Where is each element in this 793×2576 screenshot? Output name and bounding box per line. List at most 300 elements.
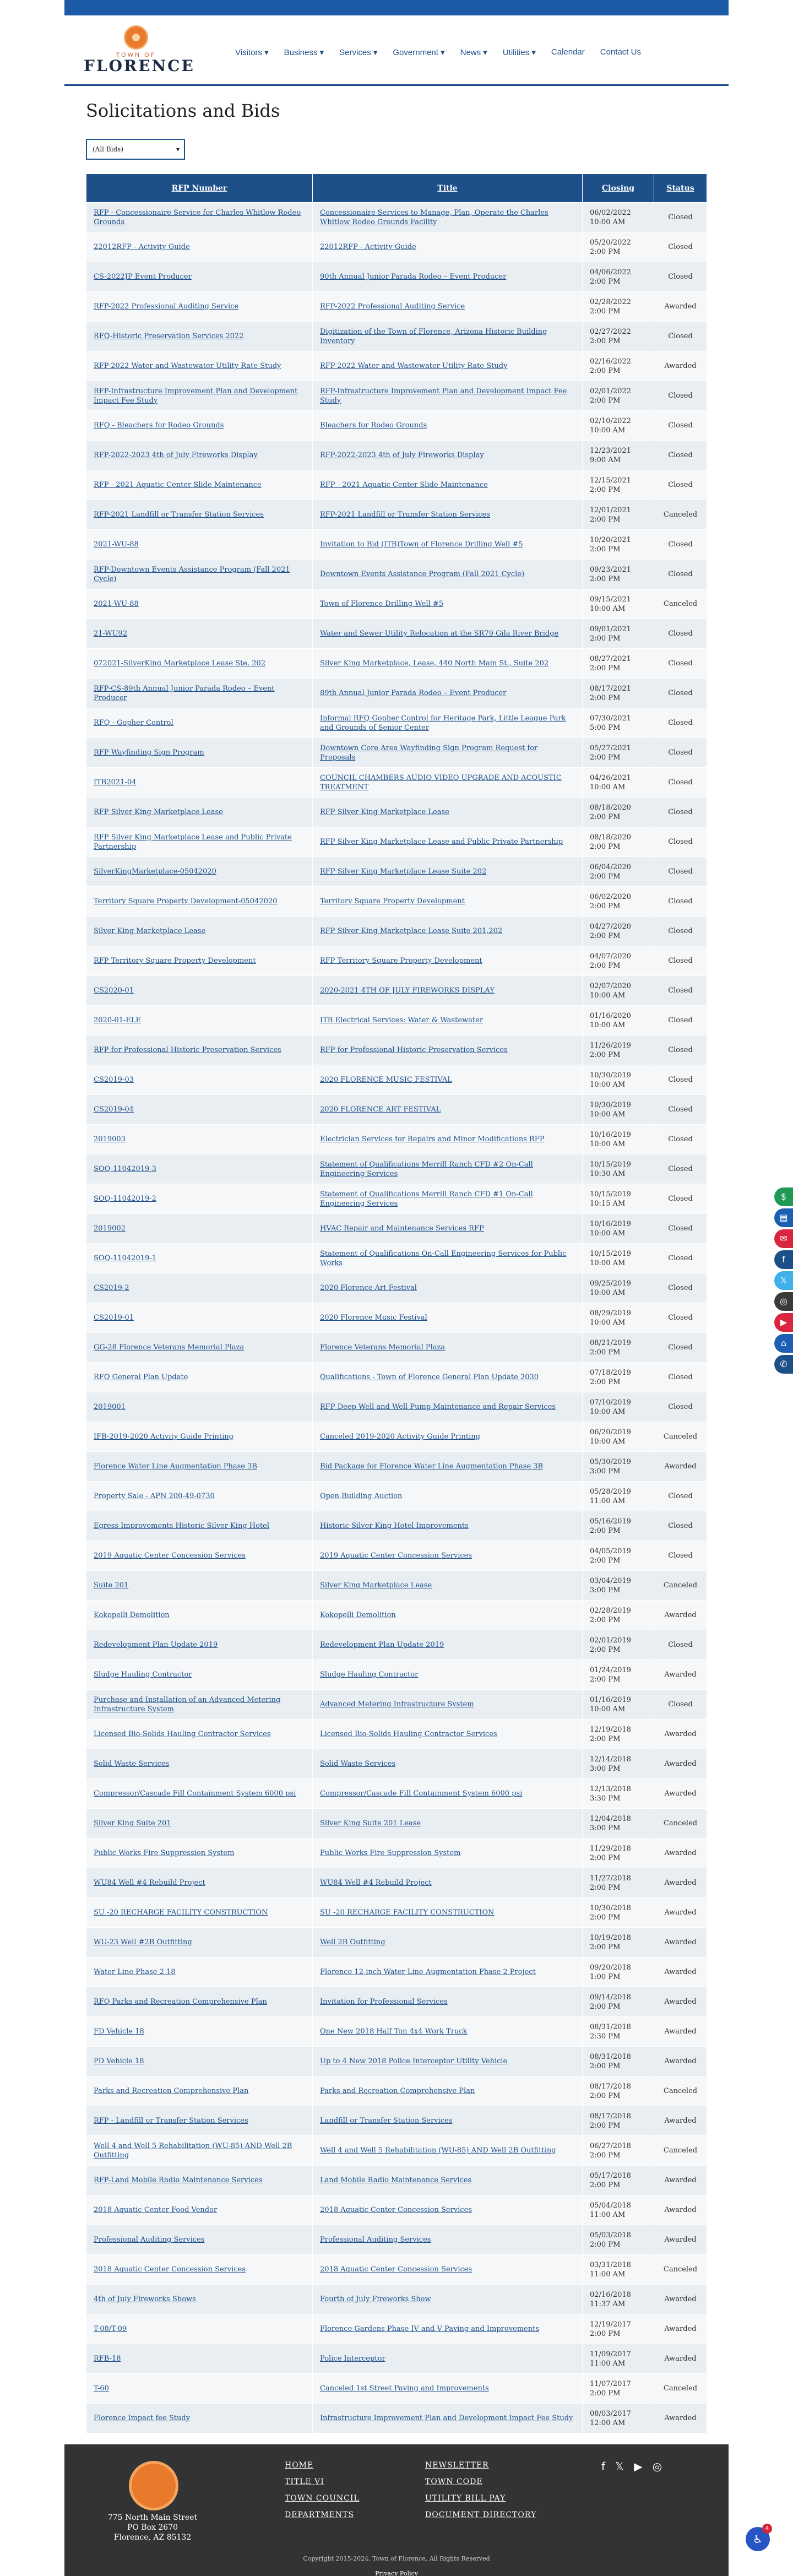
- rfp-title-link[interactable]: Silver King Marketplace Lease: [320, 1581, 432, 1590]
- rfp-number-cell: [86, 946, 313, 976]
- status-cell: Canceled: [654, 2255, 707, 2285]
- rfp-number-cell: [86, 887, 313, 916]
- rfp-title-link[interactable]: Kokopelli Demolition: [320, 1611, 396, 1619]
- rfp-number-link[interactable]: 22012RFP - Activity Guide: [94, 243, 190, 251]
- title-cell: [313, 1095, 583, 1125]
- rfp-number-link[interactable]: 4th of July Fireworks Shows: [94, 2295, 196, 2303]
- nav-item-calendar[interactable]: Calendar: [551, 47, 585, 57]
- rfp-title-link[interactable]: Bleachers for Rodeo Grounds: [320, 421, 427, 430]
- accessibility-button[interactable]: [746, 2527, 770, 2551]
- table-row: [86, 1065, 707, 1095]
- status-cell: Closed: [654, 1333, 707, 1363]
- closing-date-cell: 04/07/2020 2:00 PM: [583, 946, 654, 976]
- table-row: [86, 1035, 707, 1065]
- column-header-title[interactable]: Title: [313, 174, 583, 203]
- rfp-title-link[interactable]: Concessionaire Services to Manage, Plan, Operate the Charles Whitlow Rodeo Grounds Facility: [320, 208, 548, 226]
- rfp-number-link[interactable]: 072021-SilverKing Marketplace Lease Ste. 202: [94, 659, 266, 668]
- status-cell: Awarded: [654, 2195, 707, 2225]
- rfp-number-link[interactable]: CS2019-04: [94, 1105, 134, 1114]
- rfp-title-link[interactable]: RFP Silver King Marketplace Lease Suite 202: [320, 867, 487, 876]
- rfp-title-link[interactable]: Statement of Qualifications Merrill Ranch CFD #2 On-Call Engineering Services: [320, 1160, 533, 1178]
- rfp-number-cell: [86, 1214, 313, 1244]
- table-row: [86, 500, 707, 530]
- rfp-title-link[interactable]: Parks and Recreation Comprehensive Plan: [320, 2087, 475, 2095]
- rfp-number-link[interactable]: RFQ - Gopher Control: [94, 719, 173, 727]
- title-cell: [313, 1452, 583, 1482]
- table-row: [86, 1095, 707, 1125]
- rfp-title-link[interactable]: 90th Annual Junior Parada Rodeo – Event Producer: [320, 273, 507, 281]
- rfp-number-link[interactable]: RFP Territory Square Property Development: [94, 957, 256, 965]
- rfp-number-link[interactable]: RFP Wayfinding Sign Program: [94, 749, 204, 757]
- table-row: [86, 2404, 707, 2433]
- rfp-number-cell: [86, 1095, 313, 1125]
- closing-date-cell: 09/20/2018 1:00 PM: [583, 1957, 654, 1987]
- rfp-title-link[interactable]: 2018 Aquatic Center Concession Services: [320, 2265, 472, 2274]
- rfp-number-link[interactable]: Public Works Fire Suppression System: [94, 1849, 235, 1857]
- rfp-title-link[interactable]: 89th Annual Junior Parada Rodeo – Event Producer: [320, 689, 507, 697]
- facebook-icon[interactable]: f: [601, 2460, 606, 2473]
- rfp-number-link[interactable]: SU -20 RECHARGE FACILITY CONSTRUCTION: [94, 1908, 268, 1917]
- rfp-number-link[interactable]: CS2019-01: [94, 1314, 134, 1322]
- rfp-number-link[interactable]: RFQ-Historic Preservation Services 2022: [94, 332, 244, 340]
- rfp-title-link[interactable]: Invitation for Professional Services: [320, 1998, 448, 2006]
- status-cell: Canceled: [654, 1422, 707, 1452]
- rfp-number-link[interactable]: RFP-2022-2023 4th of July Fireworks Display: [94, 451, 258, 459]
- rfp-title-link[interactable]: Statement of Qualifications On-Call Engineering Services for Public Works: [320, 1249, 567, 1267]
- rfp-title-link[interactable]: 2020-2021 4TH OF JULY FIREWORKS DISPLAY: [320, 986, 495, 995]
- rfp-number-link[interactable]: RFP Silver King Marketplace Lease: [94, 808, 223, 816]
- rfp-number-link[interactable]: 2018 Aquatic Center Food Vendor: [94, 2206, 218, 2214]
- rfp-number-link[interactable]: CS2019-03: [94, 1076, 134, 1084]
- nav-item-business[interactable]: Business ▾: [284, 48, 324, 57]
- rfp-number-cell: [86, 2225, 313, 2255]
- title-cell: [313, 1987, 583, 2017]
- rfp-number-link[interactable]: 2021-WU-88: [94, 600, 139, 608]
- rfp-title-link[interactable]: RFP Deep Well and Well Pump Maintenance and Repair Services: [320, 1403, 556, 1411]
- table-row: [86, 322, 707, 351]
- rfp-number-link[interactable]: Egress Improvements Historic Silver King Hotel: [94, 1522, 270, 1530]
- rfp-number-link[interactable]: RFB-18: [94, 2355, 121, 2363]
- closing-date-cell: 05/28/2019 11:00 AM: [583, 1482, 654, 1511]
- rfp-number-cell: [86, 1452, 313, 1482]
- nav-item-utilities[interactable]: Utilities ▾: [502, 48, 536, 57]
- payments-icon[interactable]: $: [774, 1187, 793, 1206]
- instagram-icon[interactable]: ◎: [652, 2460, 662, 2473]
- rfp-number-link[interactable]: 2019003: [94, 1135, 126, 1143]
- table-row: [86, 2225, 707, 2255]
- youtube-icon[interactable]: ▶: [774, 1313, 793, 1332]
- title-cell: [313, 2255, 583, 2285]
- closing-date-cell: 06/02/2022 10:00 AM: [583, 203, 654, 232]
- rfp-number-link[interactable]: Territory Square Property Development-05042020: [94, 897, 278, 905]
- table-row: [86, 1511, 707, 1541]
- rfp-title-link[interactable]: Historic Silver King Hotel Improvements: [320, 1522, 469, 1530]
- title-cell: [313, 1779, 583, 1809]
- status-cell: Awarded: [654, 2285, 707, 2314]
- rfp-title-link[interactable]: Florence Veterans Memorial Plaza: [320, 1343, 446, 1352]
- rfp-number-link[interactable]: SilverKingMarketplace-05042020: [94, 867, 216, 876]
- rfp-title-link[interactable]: Open Building Auction: [320, 1492, 403, 1500]
- rfp-number-link[interactable]: Property Sale - APN 200-49-0730: [94, 1492, 215, 1500]
- footer-link-departments[interactable]: DEPARTMENTS: [285, 2510, 355, 2519]
- site-header: [64, 15, 729, 86]
- footer-link-home[interactable]: HOME: [285, 2461, 314, 2470]
- rfp-number-link[interactable]: Compressor/Cascade Fill Containment System 6000 psi: [94, 1789, 296, 1798]
- rfp-title-link[interactable]: 2018 Aquatic Center Concession Services: [320, 2206, 472, 2214]
- rfp-number-link[interactable]: SOQ-11042019-3: [94, 1165, 156, 1173]
- rfp-title-link[interactable]: Landfill or Transfer Station Services: [320, 2117, 453, 2125]
- title-cell: [313, 2314, 583, 2344]
- rfp-title-link[interactable]: Canceled 1st Street Paving and Improvements: [320, 2384, 489, 2393]
- rfp-number-cell: [86, 1928, 313, 1957]
- rfp-title-link[interactable]: 22012RFP - Activity Guide: [320, 243, 416, 251]
- rfp-number-cell: [86, 2374, 313, 2404]
- column-header-status[interactable]: Status: [654, 174, 707, 203]
- rfp-title-link[interactable]: Informal RFQ Gopher Control for Heritage Park, Little League Park and Grounds of Senior Center: [320, 714, 566, 732]
- table-row: [86, 1154, 707, 1184]
- title-cell: [313, 1333, 583, 1363]
- status-cell: Awarded: [654, 2314, 707, 2344]
- rfp-number-link[interactable]: Purchase and Installation of an Advanced Metering Infrastructure System: [94, 1695, 281, 1713]
- table-row: [86, 470, 707, 500]
- closing-date-cell: 10/16/2019 10:00 AM: [583, 1125, 654, 1154]
- phone-icon[interactable]: ✆: [774, 1355, 793, 1374]
- rfp-number-link[interactable]: 2018 Aquatic Center Concession Services: [94, 2265, 246, 2274]
- status-cell: Awarded: [654, 2106, 707, 2136]
- closing-date-cell: 03/31/2018 11:00 AM: [583, 2255, 654, 2285]
- rfp-number-cell: [86, 976, 313, 1006]
- rfp-number-cell: [86, 2136, 313, 2166]
- rfp-title-link[interactable]: Well 4 and Well 5 Rehabilitation (WU-85) AND Well 2B Outfitting: [320, 2146, 556, 2155]
- nav-item-visitors[interactable]: Visitors ▾: [235, 48, 269, 57]
- status-cell: Closed: [654, 1273, 707, 1303]
- nav-item-contact-us[interactable]: Contact Us: [600, 47, 641, 57]
- closing-date-cell: 07/10/2019 10:00 AM: [583, 1392, 654, 1422]
- rfp-number-link[interactable]: 2019001: [94, 1403, 126, 1411]
- rfp-title-link[interactable]: Land Mobile Radio Maintenance Services: [320, 2176, 472, 2184]
- rfp-number-link[interactable]: Florence Impact fee Study: [94, 2414, 191, 2422]
- title-cell: [313, 1422, 583, 1452]
- rfp-title-link[interactable]: Town of Florence Drilling Well #5: [320, 600, 443, 608]
- main-nav: [235, 47, 641, 57]
- footer-link-town-council[interactable]: TOWN COUNCIL: [285, 2494, 360, 2503]
- closing-date-cell: 09/25/2019 10:00 AM: [583, 1273, 654, 1303]
- rfp-title-link[interactable]: RFP-Infrastructure Improvement Plan and Development Impact Fee Study: [320, 387, 567, 405]
- logo-town-text: TOWN OF: [116, 52, 156, 58]
- status-cell: Canceled: [654, 500, 707, 530]
- rfp-number-link[interactable]: SOQ-11042019-2: [94, 1195, 156, 1203]
- footer-link-title-vi[interactable]: TITLE VI: [285, 2477, 324, 2486]
- rfp-number-cell: [86, 1660, 313, 1690]
- rfp-title-link[interactable]: Silver King Marketplace, Lease, 440 North Main St., Suite 202: [320, 659, 549, 668]
- closing-date-cell: 06/04/2020 2:00 PM: [583, 857, 654, 887]
- rfp-number-link[interactable]: Florence Water Line Augmentation Phase 3B: [94, 1462, 257, 1471]
- rfp-title-link[interactable]: Qualifications - Town of Florence General Plan Update 2030: [320, 1373, 539, 1381]
- rfp-title-link[interactable]: HVAC Repair and Maintenance Services RFP: [320, 1224, 484, 1233]
- rfp-title-link[interactable]: RFP Silver King Marketplace Lease and Public Private Partnership: [320, 838, 563, 846]
- rfp-number-link[interactable]: Well 4 and Well 5 Rehabilitation (WU-85) AND Well 2B Outfitting: [94, 2141, 292, 2160]
- column-header-closing[interactable]: Closing: [583, 174, 654, 203]
- rfp-number-link[interactable]: RFQ - Bleachers for Rodeo Grounds: [94, 421, 224, 430]
- mail-icon[interactable]: ✉: [774, 1229, 793, 1248]
- rfp-number-link[interactable]: Redevelopment Plan Update 2019: [94, 1641, 218, 1649]
- rfp-number-link[interactable]: Suite 201: [94, 1581, 129, 1590]
- rfp-number-cell: [86, 2166, 313, 2195]
- title-cell: [313, 619, 583, 649]
- rfp-title-link[interactable]: Bid Package for Florence Water Line Augmentation Phase 3B: [320, 1462, 544, 1471]
- rfp-title-link[interactable]: Electrician Services for Repairs and Minor Modifications RFP: [320, 1135, 545, 1143]
- table-row: [86, 2166, 707, 2195]
- rfp-title-link[interactable]: RFP for Professional Historic Preservation Services: [320, 1046, 508, 1054]
- rfp-number-link[interactable]: RFP-2022 Professional Auditing Service: [94, 302, 239, 311]
- rfp-number-link[interactable]: RFP-2021 Landfill or Transfer Station Services: [94, 511, 264, 519]
- rfp-title-link[interactable]: Statement of Qualifications Merrill Ranch CFD #1 On-Call Engineering Services: [320, 1190, 533, 1208]
- rfp-number-link[interactable]: SOQ-11042019-1: [94, 1254, 156, 1262]
- rfp-number-link[interactable]: Licensed Bio-Solids Hauling Contractor Services: [94, 1730, 271, 1738]
- rfp-number-link[interactable]: 2020-01-ELE: [94, 1016, 142, 1024]
- rfp-number-cell: [86, 679, 313, 708]
- status-cell: Closed: [654, 857, 707, 887]
- rfp-number-link[interactable]: CS2019-2: [94, 1284, 129, 1292]
- rfp-number-link[interactable]: RFP-Land Mobile Radio Maintenance Services: [94, 2176, 263, 2184]
- footer-link-utility-bill-pay[interactable]: UTILITY BILL PAY: [425, 2494, 506, 2503]
- rfp-title-link[interactable]: Downtown Core Area Wayfinding Sign Program Request for Proposals: [320, 744, 538, 762]
- rfp-number-link[interactable]: Kokopelli Demolition: [94, 1611, 170, 1619]
- column-header-rfp-number[interactable]: RFP Number: [86, 174, 313, 203]
- rfp-title-link[interactable]: WU84 Well #4 Rebuild Project: [320, 1879, 432, 1887]
- rfp-number-link[interactable]: RFP-Downtown Events Assistance Program (Fall 2021 Cycle): [94, 565, 290, 583]
- status-cell: Closed: [654, 530, 707, 560]
- top-bar: [64, 0, 729, 15]
- status-cell: Awarded: [654, 2047, 707, 2076]
- title-cell: [313, 827, 583, 857]
- rfp-number-link[interactable]: ITB2021-04: [94, 778, 137, 787]
- table-row: [86, 1779, 707, 1809]
- rfp-number-link[interactable]: RFP Silver King Marketplace Lease and Public Private Partnership: [94, 833, 292, 851]
- table-row: [86, 1363, 707, 1392]
- table-row: [86, 857, 707, 887]
- rfp-number-cell: [86, 441, 313, 470]
- footer-link-document-directory[interactable]: DOCUMENT DIRECTORY: [425, 2510, 537, 2519]
- status-cell: Closed: [654, 381, 707, 411]
- rfp-title-link[interactable]: RFP-2022 Water and Wastewater Utility Rate Study: [320, 362, 508, 370]
- rfp-number-link[interactable]: Silver King Marketplace Lease: [94, 927, 206, 935]
- rfp-title-link[interactable]: Up to 4 New 2018 Police Interceptor Utility Vehicle: [320, 2057, 508, 2065]
- rfp-title-link[interactable]: Licensed Bio-Solids Hauling Contractor Services: [320, 1730, 497, 1738]
- title-cell: [313, 1392, 583, 1422]
- rfp-title-link[interactable]: One New 2018 Half Ton 4x4 Work Truck: [320, 2027, 468, 2036]
- rfp-number-link[interactable]: 2019 Aquatic Center Concession Services: [94, 1552, 246, 1560]
- rfp-number-link[interactable]: IFB-2019-2020 Activity Guide Printing: [94, 1433, 233, 1441]
- rfp-number-link[interactable]: RFP - 2021 Aquatic Center Slide Maintenance: [94, 481, 262, 489]
- rfp-number-cell: [86, 1541, 313, 1571]
- title-cell: [313, 679, 583, 708]
- status-cell: Closed: [654, 619, 707, 649]
- rfp-number-link[interactable]: PD Vehicle 18: [94, 2057, 144, 2065]
- title-cell: [313, 1868, 583, 1898]
- rfp-number-link[interactable]: GG-28 Florence Veterans Memorial Plaza: [94, 1343, 245, 1352]
- rfp-title-link[interactable]: Redevelopment Plan Update 2019: [320, 1641, 444, 1649]
- nav-item-news[interactable]: News ▾: [460, 48, 487, 57]
- rfp-number-link[interactable]: RFQ General Plan Update: [94, 1373, 188, 1381]
- rfp-number-cell: [86, 1333, 313, 1363]
- closing-date-cell: 11/09/2017 11:00 AM: [583, 2344, 654, 2374]
- rfp-number-link[interactable]: WU84 Well #4 Rebuild Project: [94, 1879, 205, 1887]
- rfp-title-link[interactable]: Downtown Events Assistance Program (Fall 2021 Cycle): [320, 570, 525, 578]
- rfp-number-link[interactable]: Sludge Hauling Contractor: [94, 1671, 192, 1679]
- rfp-title-link[interactable]: RFP - 2021 Aquatic Center Slide Maintenance: [320, 481, 488, 489]
- rfp-number-link[interactable]: Water Line Phase 2 18: [94, 1968, 176, 1976]
- rfp-title-link[interactable]: RFP-2021 Landfill or Transfer Station Services: [320, 511, 490, 519]
- rfp-title-link[interactable]: 2020 Florence Music Festival: [320, 1314, 427, 1322]
- title-cell: [313, 1630, 583, 1660]
- rfp-number-link[interactable]: T-08/T-09: [94, 2325, 127, 2333]
- rfp-number-link[interactable]: 21-WU92: [94, 630, 128, 638]
- rfp-title-link[interactable]: 2019 Aquatic Center Concession Services: [320, 1552, 472, 1560]
- title-cell: [313, 1957, 583, 1987]
- rfp-title-link[interactable]: Solid Waste Services: [320, 1760, 396, 1768]
- instagram-icon[interactable]: ◎: [774, 1292, 793, 1311]
- rfp-title-link[interactable]: Silver King Suite 201 Lease: [320, 1819, 421, 1827]
- closing-date-cell: 09/23/2021 2:00 PM: [583, 560, 654, 589]
- status-cell: Awarded: [654, 1720, 707, 1749]
- title-cell: [313, 2344, 583, 2374]
- status-cell: Closed: [654, 768, 707, 798]
- rfp-title-link[interactable]: RFP Silver King Marketplace Lease: [320, 808, 449, 816]
- status-cell: Closed: [654, 946, 707, 976]
- bid-filter-select[interactable]: (All Bids) ▾: [86, 139, 185, 160]
- table-row: [86, 1303, 707, 1333]
- youtube-icon[interactable]: ▶: [634, 2460, 643, 2473]
- rfp-title-link[interactable]: Florence 12-inch Water Line Augmentation Phase 2 Project: [320, 1968, 536, 1976]
- footer-link-town-code[interactable]: TOWN CODE: [425, 2477, 483, 2486]
- closing-date-cell: 05/17/2018 2:00 PM: [583, 2166, 654, 2195]
- rfp-number-link[interactable]: WU-23 Well #2B Outfitting: [94, 1938, 192, 1946]
- rfp-title-link[interactable]: Water and Sewer Utility Relocation at the SR79 Gila River Bridge: [320, 630, 559, 638]
- rfp-number-link[interactable]: RFQ Parks and Recreation Comprehensive Plan: [94, 1998, 267, 2006]
- rfp-title-link[interactable]: 2020 FLORENCE MUSIC FESTIVAL: [320, 1076, 452, 1084]
- closing-date-cell: 04/27/2020 2:00 PM: [583, 916, 654, 946]
- rfp-number-link[interactable]: Parks and Recreation Comprehensive Plan: [94, 2087, 249, 2095]
- rfp-number-link[interactable]: RFP-CS-89th Annual Junior Parada Rodeo – Event Producer: [94, 684, 275, 702]
- rfp-number-link[interactable]: RFP-2022 Water and Wastewater Utility Rate Study: [94, 362, 281, 370]
- rfp-title-link[interactable]: RFP-2022 Professional Auditing Service: [320, 302, 465, 311]
- rfp-number-link[interactable]: RFP-Infrastructure Improvement Plan and Development Impact Fee Study: [94, 387, 298, 405]
- nav-item-services[interactable]: Services ▾: [339, 48, 378, 57]
- status-cell: Closed: [654, 1392, 707, 1422]
- x-icon[interactable]: 𝕏: [774, 1271, 793, 1290]
- address-line: Florence, AZ 85132: [113, 2533, 192, 2542]
- status-cell: Canceled: [654, 2076, 707, 2106]
- rfp-title-link[interactable]: RFP Territory Square Property Development: [320, 957, 482, 965]
- rfp-title-link[interactable]: Compressor/Cascade Fill Containment System 6000 psi: [320, 1789, 523, 1798]
- table-body: [86, 203, 707, 2433]
- status-cell: Closed: [654, 322, 707, 351]
- title-cell: [313, 292, 583, 322]
- address-line: 775 North Main Street: [107, 2513, 198, 2522]
- town-logo[interactable]: [84, 25, 195, 80]
- rfp-number-link[interactable]: FD Vehicle 18: [94, 2027, 144, 2036]
- rfp-title-link[interactable]: Canceled 2019-2020 Activity Guide Printing: [320, 1433, 480, 1441]
- calendar-icon[interactable]: ▤: [774, 1208, 793, 1227]
- closing-date-cell: 10/15/2019 10:15 AM: [583, 1184, 654, 1214]
- rfp-number-link[interactable]: RFP - Landfill or Transfer Station Services: [94, 2117, 248, 2125]
- rfp-number-cell: [86, 1244, 313, 1273]
- rfp-title-link[interactable]: Digitization of the Town of Florence, Arizona Historic Building Inventory: [320, 327, 547, 345]
- rfp-title-link[interactable]: Public Works Fire Suppression System: [320, 1849, 461, 1857]
- rfp-number-link[interactable]: RFP for Professional Historic Preservation Services: [94, 1046, 281, 1054]
- footer-link-newsletter[interactable]: NEWSLETTER: [425, 2461, 489, 2470]
- rfp-title-link[interactable]: Advanced Metering Infrastructure System: [320, 1700, 474, 1709]
- rfp-number-link[interactable]: CS-2022JP Event Producer: [94, 273, 192, 281]
- rfp-title-link[interactable]: Florence Gardens Phase IV and V Paving and Improvements: [320, 2325, 540, 2333]
- rfp-title-link[interactable]: Sludge Hauling Contractor: [320, 1671, 419, 1679]
- status-cell: Closed: [654, 1065, 707, 1095]
- facebook-icon[interactable]: f: [774, 1250, 793, 1269]
- status-cell: Closed: [654, 976, 707, 1006]
- rfp-number-link[interactable]: RFP - Concessionaire Service for Charles Whitlow Rodeo Grounds: [94, 208, 301, 226]
- rfp-number-link[interactable]: 2019002: [94, 1224, 126, 1233]
- status-cell: Closed: [654, 203, 707, 232]
- rfp-title-link[interactable]: Infrastructure Improvement Plan and Development Impact Fee Study: [320, 2414, 573, 2422]
- table-row: [86, 441, 707, 470]
- rfp-title-link[interactable]: COUNCIL CHAMBERS AUDIO VIDEO UPGRADE AND ACOUSTIC TREATMENT: [320, 773, 562, 791]
- table-row: [86, 1422, 707, 1452]
- privacy-policy-link[interactable]: Privacy Policy: [375, 2570, 418, 2576]
- rfp-title-link[interactable]: 2020 FLORENCE ART FESTIVAL: [320, 1105, 441, 1114]
- status-cell: Awarded: [654, 2344, 707, 2374]
- rfp-title-link[interactable]: Territory Square Property Development: [320, 897, 465, 905]
- rfp-title-link[interactable]: RFP-2022-2023 4th of July Fireworks Display: [320, 451, 484, 459]
- closing-date-cell: 01/16/2020 10:00 AM: [583, 1006, 654, 1035]
- closing-date-cell: 02/01/2019 2:00 PM: [583, 1630, 654, 1660]
- rfp-title-link[interactable]: 2020 Florence Art Festival: [320, 1284, 417, 1292]
- rfp-title-link[interactable]: Invitation to Bid (ITB)Town of Florence Drilling Well #5: [320, 540, 523, 549]
- rfp-number-link[interactable]: CS2020-01: [94, 986, 134, 995]
- closing-date-cell: 02/28/2022 2:00 PM: [583, 292, 654, 322]
- x-icon[interactable]: 𝕏: [615, 2460, 624, 2473]
- building-icon[interactable]: ⌂: [774, 1334, 793, 1353]
- closing-date-cell: 10/30/2018 2:00 PM: [583, 1898, 654, 1928]
- title-cell: [313, 530, 583, 560]
- rfp-title-link[interactable]: SU -20 RECHARGE FACILITY CONSTRUCTION: [320, 1908, 495, 1917]
- rfp-number-cell: [86, 916, 313, 946]
- status-cell: Awarded: [654, 2404, 707, 2433]
- rfp-number-link[interactable]: Professional Auditing Services: [94, 2236, 205, 2244]
- rfp-number-link[interactable]: Solid Waste Services: [94, 1760, 170, 1768]
- rfp-title-link[interactable]: ITB Electrical Services: Water & Wastewater: [320, 1016, 484, 1024]
- rfp-title-link[interactable]: Fourth of July Fireworks Show: [320, 2295, 431, 2303]
- rfp-title-link[interactable]: RFP Silver King Marketplace Lease Suite 201,202: [320, 927, 503, 935]
- status-cell: Closed: [654, 1541, 707, 1571]
- table-row: [86, 1749, 707, 1779]
- nav-item-government[interactable]: Government ▾: [393, 48, 445, 57]
- table-row: [86, 1630, 707, 1660]
- closing-date-cell: 01/16/2019 10:00 AM: [583, 1690, 654, 1720]
- rfp-title-link[interactable]: Police Interceptor: [320, 2355, 385, 2363]
- status-cell: Closed: [654, 560, 707, 589]
- status-cell: Closed: [654, 887, 707, 916]
- rfp-number-link[interactable]: Silver King Suite 201: [94, 1819, 171, 1827]
- rfp-number-link[interactable]: 2021-WU-88: [94, 540, 139, 549]
- rfp-number-cell: [86, 1273, 313, 1303]
- closing-date-cell: 05/30/2019 3:00 PM: [583, 1452, 654, 1482]
- rfp-title-link[interactable]: Well 2B Outfitting: [320, 1938, 385, 1946]
- rfp-title-link[interactable]: Professional Auditing Services: [320, 2236, 431, 2244]
- closing-date-cell: 10/30/2019 10:00 AM: [583, 1065, 654, 1095]
- table-row: [86, 798, 707, 827]
- rfp-number-link[interactable]: T-60: [94, 2384, 109, 2393]
